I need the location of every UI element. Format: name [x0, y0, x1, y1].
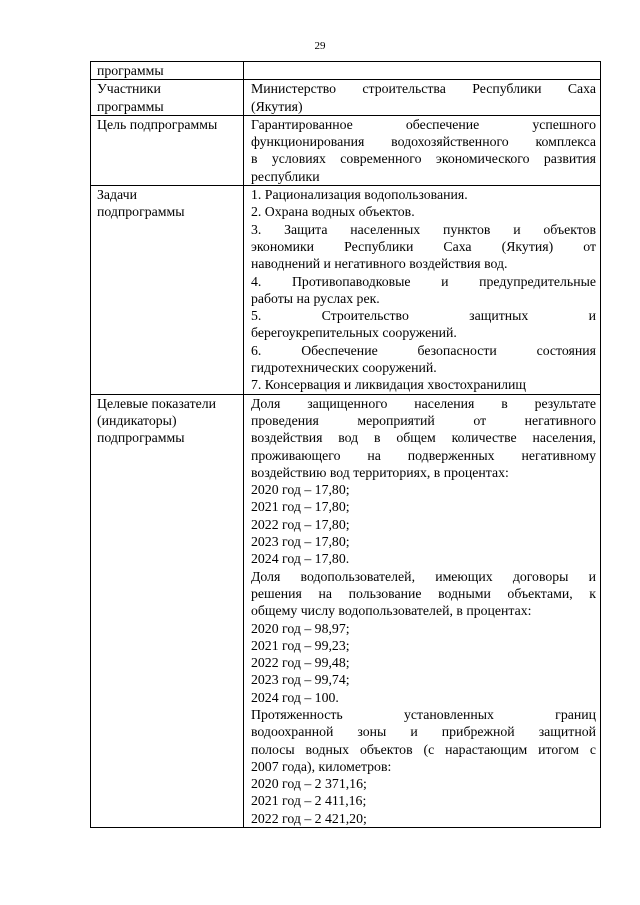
table-row — [91, 62, 601, 80]
table-row — [91, 80, 601, 116]
row-value-line: 2020 год – 17,80; — [251, 482, 350, 498]
row-value-line: 2022 год – 2 421,20; — [251, 810, 367, 826]
table-row — [91, 394, 601, 827]
row-value-line: 5. Строительство защитных и — [251, 308, 596, 324]
row-value-cell — [244, 186, 601, 395]
row-value-line: 6. Обеспечение безопасности состояния — [251, 342, 596, 358]
row-value-line: 2024 год – 17,80. — [251, 551, 350, 567]
row-value-cell — [244, 62, 601, 80]
row-value-line: 1. Рационализация водопользования. — [251, 187, 468, 203]
row-value-line: 2024 год – 100. — [251, 689, 339, 705]
row-label-cell — [91, 186, 244, 395]
row-value-line: республики — [251, 168, 320, 184]
row-value-line: Протяженность установленных границ — [251, 706, 596, 722]
row-label-line: (индикаторы) — [97, 412, 177, 428]
row-value-cell — [244, 115, 601, 185]
row-value-line: общему числу водопользователей, в процентах: — [251, 603, 532, 619]
row-value-line: наводнений и негативного воздействия вод. — [251, 256, 508, 272]
row-label-line: программы — [97, 63, 164, 78]
page-number: 29 — [314, 40, 326, 52]
row-value-line: полосы водных объектов (с нарастающим итогом с — [251, 741, 596, 757]
row-value-line: 2023 год – 17,80; — [251, 534, 350, 550]
row-label-cell — [91, 115, 244, 185]
row-label-line: Задачи — [97, 187, 137, 203]
row-value-line: Доля защищенного населения в результате — [251, 395, 596, 411]
row-value-line: экономики Республики Саха (Якутия) от — [251, 238, 596, 254]
table-row — [91, 115, 601, 185]
row-value-cell — [244, 80, 601, 116]
row-value-line: в условиях современного экономического развития — [251, 151, 596, 167]
row-value-line: берегоукрепительных сооружений. — [251, 325, 457, 341]
table-row — [91, 186, 601, 395]
row-label-line: Целевые показатели — [97, 395, 216, 411]
row-value-line: (Якутия) — [251, 98, 303, 114]
row-value-line: 2. Охрана водных объектов. — [251, 204, 415, 220]
row-value-line: водоохранной зоны и прибрежной защитной — [251, 724, 596, 740]
row-value-line: 2022 год – 99,48; — [251, 655, 350, 671]
row-label-line: подпрограммы — [97, 430, 185, 446]
row-value-line — [251, 62, 596, 79]
row-value-line: 4. Противопаводковые и предупредительные — [251, 273, 596, 289]
row-value-line: гидротехнических сооружений. — [251, 360, 437, 376]
row-value-line: 2021 год – 17,80; — [251, 499, 350, 515]
row-value-line: 2021 год – 99,23; — [251, 637, 350, 653]
row-value-line: работы на руслах рек. — [251, 290, 380, 306]
row-value-line: 3. Защита населенных пунктов и объектов — [251, 221, 596, 237]
row-value-line: проведения мероприятий от негативного — [251, 412, 596, 428]
passport-table-body — [91, 62, 601, 828]
row-value-line: 2007 года), километров: — [251, 758, 392, 774]
row-label-line: Участники — [97, 81, 161, 97]
row-value-line: воздействия вод в общем количестве населения, — [251, 430, 596, 446]
row-value-line: 2021 год – 2 411,16; — [251, 793, 367, 809]
row-value-line: Гарантированное обеспечение успешного — [251, 116, 596, 132]
row-value-line: решения на пользование водными объектами, к — [251, 585, 596, 601]
row-label-cell — [91, 80, 244, 116]
row-value-line: 7. Консервация и ликвидация хвостохранилищ — [251, 377, 527, 393]
row-value-line: проживающего на подверженных негативному — [251, 447, 596, 463]
row-value-line: воздействию вод территориях, в процентах: — [251, 464, 509, 480]
row-value-line: 2022 год – 17,80; — [251, 516, 350, 532]
row-label-line: программы — [97, 98, 164, 114]
row-label-cell — [91, 394, 244, 827]
row-value-line: 2020 год – 98,97; — [251, 620, 350, 636]
row-label-cell — [91, 62, 244, 80]
row-label-line: подпрограммы — [97, 204, 185, 220]
row-value-line: Министерство строительства Республики Саха — [251, 81, 596, 97]
row-value-cell — [244, 394, 601, 827]
row-value-line: функционирования водохозяйственного комплекса — [251, 134, 596, 150]
subprogram-passport-table — [90, 61, 601, 828]
row-value-line: Доля водопользователей, имеющих договоры и — [251, 568, 596, 584]
row-label-line: Цель подпрограммы — [97, 116, 218, 132]
row-value-line: 2020 год – 2 371,16; — [251, 776, 367, 792]
row-value-line: 2023 год – 99,74; — [251, 672, 350, 688]
